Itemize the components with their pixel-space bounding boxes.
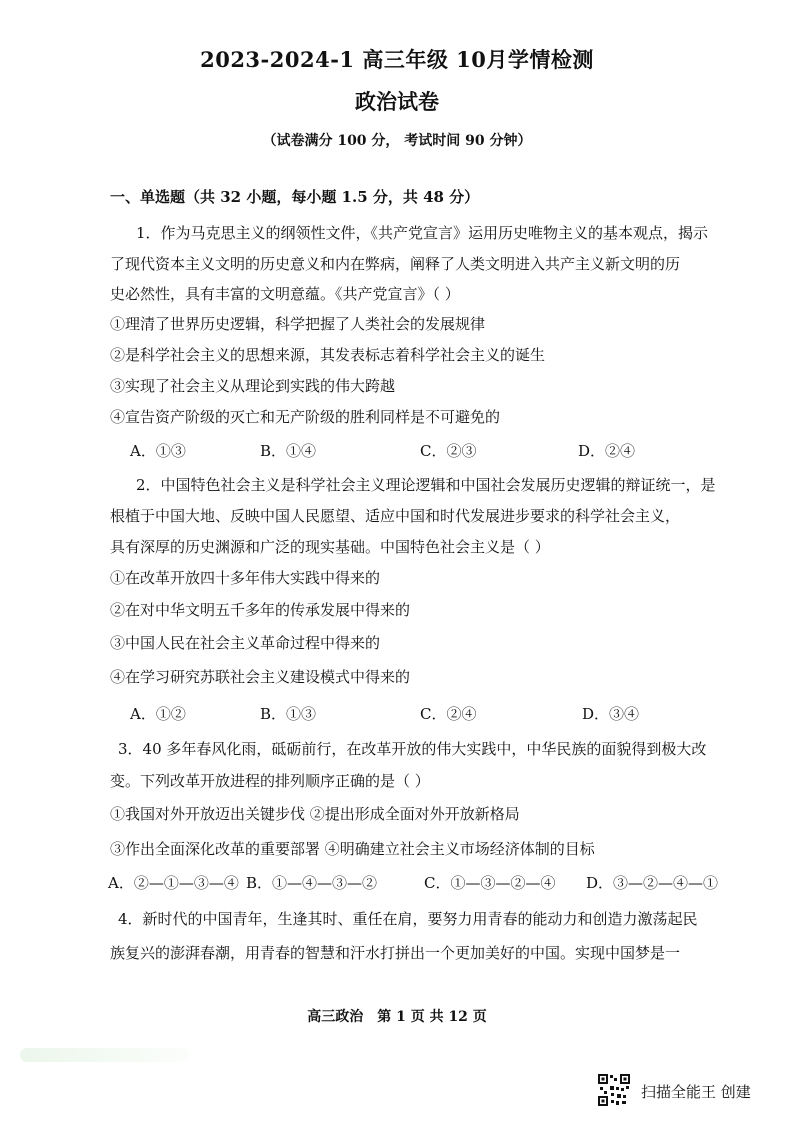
q3-option-d: D．③—②—④—① [586,874,719,892]
exam-title: 2023-2024-1 高三年级 10月学情检测 [200,47,594,72]
q2-options [130,703,690,724]
q2-stem-line1: 2．中国特色社会主义是科学社会主义理论逻辑和中国社会发展历史逻辑的辩证统一，是 [136,476,716,494]
page-footer: 高三政治 第 1 页 共 12 页 [307,1009,487,1025]
q3-option-a: A．②—①—③—④ [108,874,239,892]
q3-stem-line2: 变。下列改革开放进程的排列顺序正确的是（ ） [110,772,430,790]
q1-stem-line3: 史必然性，具有丰富的文明意蕴。《共产党宣言》（ ） [110,285,460,303]
q2-statement-3: ③中国人民在社会主义革命过程中得来的 [110,634,381,652]
q1-statement-1: ①理清了世界历史逻辑，科学把握了人类社会的发展规律 [110,315,486,333]
scanner-watermark: 扫描全能王 创建 [641,1083,751,1101]
exam-info: （试卷满分 100 分， 考试时间 90 分钟） [262,133,532,149]
q3-option-b: B．①—④—③—② [246,874,378,892]
q3-stem-line1: 3．40 多年春风化雨，砥砺前行，在改革开放的伟大实践中，中华民族的面貌得到极大改 [118,740,707,758]
q3-statements-1-2: ①我国对外开放迈出关键步伐 ②提出形成全面对外开放新格局 [110,805,520,823]
q1-option-d: D．②④ [578,442,636,460]
q2-option-a: A．①② [130,705,186,723]
q2-stem-line3: 具有深厚的历史渊源和广泛的现实基础。中国特色社会主义是（ ） [110,538,550,556]
q3-options [108,872,738,893]
q2-statement-1: ①在改革开放四十多年伟大实践中得来的 [110,569,381,587]
q1-statement-2: ②是科学社会主义的思想来源，其发表标志着科学社会主义的诞生 [110,346,546,364]
q2-statement-4: ④在学习研究苏联社会主义建设模式中得来的 [110,668,411,686]
section-heading: 一、单选题（共 32 小题，每小题 1.5 分，共 48 分） [110,188,480,206]
q1-option-b: B．①④ [260,442,317,460]
q1-stem-line2: 了现代资本主义文明的历史意义和内在弊病，阐释了人类文明进入共产主义新文明的历 [110,255,681,273]
q1-option-a: A．①③ [130,442,186,460]
q1-statement-3: ③实现了社会主义从理论到实践的伟大跨越 [110,377,396,395]
q4-stem-line1: 4．新时代的中国青年，生逢其时、重任在肩，要努力用青春的能动力和创造力激荡起民 [118,910,698,928]
exam-subject: 政治试卷 [355,89,439,114]
q3-statements-3-4: ③作出全面深化改革的重要部署 ④明确建立社会主义市场经济体制的目标 [110,840,595,858]
q2-stem-line2: 根植于中国大地、反映中国人民愿望、适应中国和时代发展进步要求的科学社会主义， [110,507,681,525]
q2-option-c: C．②④ [420,705,477,723]
q1-stem-line1: 1．作为马克思主义的纲领性文件，《共产党宣言》运用历史唯物主义的基本观点，揭示 [136,224,709,242]
q1-option-c: C．②③ [420,442,477,460]
q2-statement-2: ②在对中华文明五千多年的传承发展中得来的 [110,601,411,619]
q3-option-c: C．①—③—②—④ [424,874,556,892]
q1-options [130,440,690,461]
q2-option-b: B．①③ [260,705,317,723]
q1-statement-4: ④宣告资产阶级的灭亡和无产阶级的胜利同样是不可避免的 [110,408,501,426]
q4-stem-line2: 族复兴的澎湃春潮，用青春的智慧和汗水打拼出一个更加美好的中国。实现中国梦是一 [110,944,681,962]
q2-option-d: D．③④ [582,705,640,723]
scan-smudge [20,1048,190,1062]
qr-code-icon [597,1073,631,1107]
